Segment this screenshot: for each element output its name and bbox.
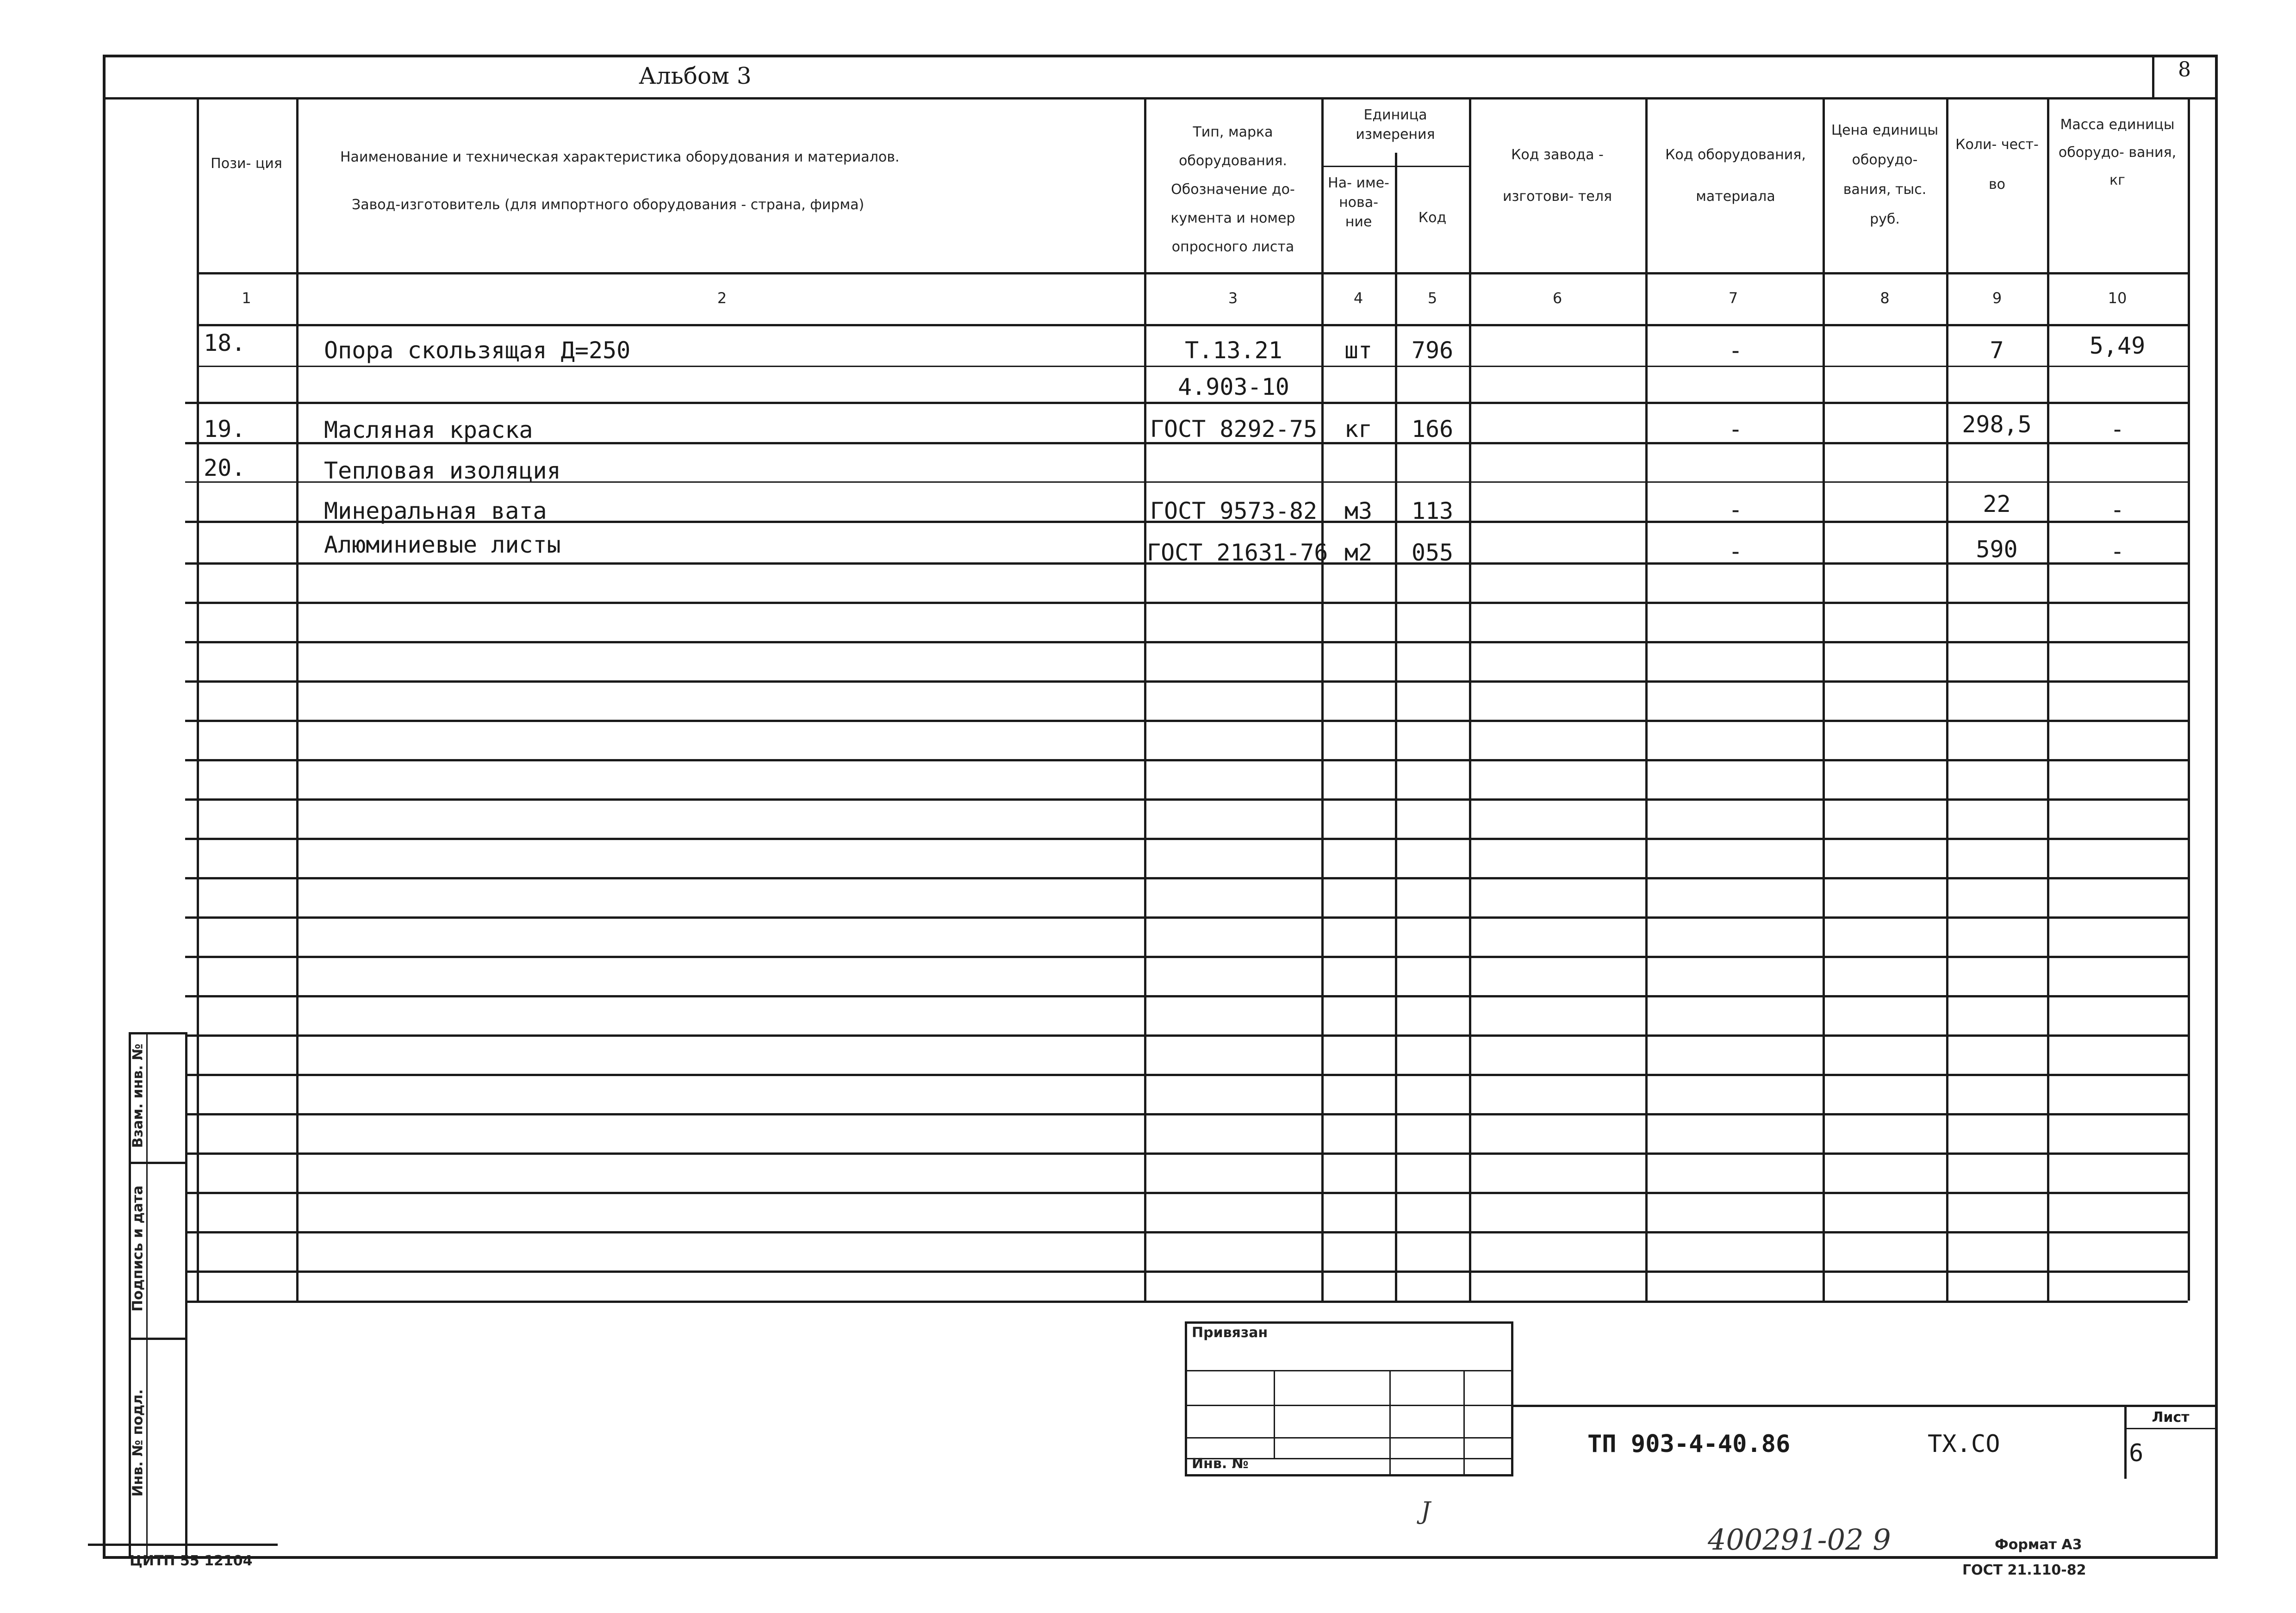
header-quantity: Коли- чест- во — [1955, 137, 2039, 193]
table-row-qty: 22 — [1983, 491, 2011, 517]
header-unit-mass: Масса единицы оборудо- вания, кг — [2058, 117, 2177, 188]
row-line — [185, 680, 2188, 683]
table-row-qty: 298,5 — [1962, 411, 2032, 438]
table-row-mass: - — [2110, 538, 2125, 565]
sheet-corner-number: 8 — [2178, 58, 2191, 81]
linked-col-3 — [1463, 1370, 1465, 1476]
col-line-9 — [2047, 97, 2049, 1301]
drawing-frame — [103, 55, 2218, 1559]
corner-box-divider — [2152, 55, 2154, 99]
sheet-box-left — [2124, 1405, 2127, 1479]
doc-code: ТП 903-4-40.86 — [1587, 1430, 1791, 1458]
doc-mark: ТХ.СО — [1928, 1430, 2000, 1458]
col-line-10 — [2188, 97, 2190, 1301]
header-name-line1: Наименование и техническая характеристика оборудования и материалов. — [340, 149, 900, 165]
col-number-8: 8 — [1880, 289, 1890, 307]
table-row-eq-code: - — [1728, 337, 1743, 364]
table-row-name: Алюминиевые листы — [324, 531, 561, 558]
table-row-mass: - — [2110, 496, 2125, 523]
table-row-mass: - — [2110, 416, 2125, 442]
sheet-number: 6 — [2129, 1439, 2144, 1467]
table-row-pos: 18. — [204, 330, 246, 356]
row-line — [185, 641, 2188, 643]
linked-col-1 — [1274, 1370, 1275, 1458]
table-row-name: Масляная краска — [324, 417, 533, 443]
table-row-pos: 19. — [204, 416, 246, 442]
col-number-7: 7 — [1728, 289, 1738, 307]
footer-mark-j: J — [1421, 1497, 1431, 1525]
stamp-inner-line — [185, 1032, 187, 1559]
header-position: Пози- ция — [211, 156, 282, 172]
header-unit-group: Единица измерения — [1356, 107, 1435, 143]
col-line-0 — [197, 97, 199, 1301]
row-line — [185, 956, 2188, 958]
col-line-3 — [1321, 97, 1324, 1301]
stamp-col-line — [146, 1032, 148, 1559]
table-row-unit: м2 — [1344, 539, 1373, 566]
row-line — [185, 602, 2188, 604]
row-line — [197, 366, 2188, 367]
footer-handwritten: 400291-02 9 — [1708, 1523, 1891, 1557]
table-row-type: ГОСТ 9573-82 — [1150, 498, 1318, 524]
header-factory-code: Код завода - изготови- теля — [1502, 147, 1612, 205]
table-row-qty: 7 — [1990, 337, 2004, 364]
sheet-box-divider — [2124, 1428, 2218, 1429]
col-line-4 — [1395, 153, 1397, 1301]
footer-left-text: ЦИТП 55 12104 — [130, 1553, 253, 1569]
row-line — [185, 995, 2188, 997]
table-row-eq-code: - — [1728, 496, 1743, 523]
stamp-inv-subst: Взам. инв. № — [130, 1043, 146, 1148]
col-number-9: 9 — [1992, 289, 2002, 307]
row-line — [185, 877, 2188, 879]
footer-left-line — [88, 1544, 278, 1546]
table-row-name: Опора скользящая Д=250 — [324, 337, 631, 364]
row-line — [185, 1270, 2188, 1273]
table-row-unit: м3 — [1344, 498, 1373, 524]
row-line — [185, 720, 2188, 722]
col-line-2 — [1144, 97, 1146, 1301]
header-unit-price: Цена единицы оборудо- вания, тыс. руб. — [1831, 122, 1939, 227]
sheet-label: Лист — [2152, 1409, 2190, 1426]
row-line — [185, 798, 2188, 801]
linked-label: Привязан — [1192, 1325, 1268, 1341]
table-row-name: Минеральная вата — [324, 498, 547, 524]
col-number-5: 5 — [1427, 289, 1437, 307]
col-number-10: 10 — [2108, 289, 2127, 307]
header-type-mark: Тип, марка оборудования. Обозначение до- кумента и номер опросного листа — [1170, 124, 1295, 255]
header-unit-name: На- име- нова- ние — [1328, 175, 1389, 230]
row-line — [185, 1113, 2188, 1115]
col-number-6: 6 — [1552, 289, 1562, 307]
table-row-qty: 590 — [1976, 536, 2018, 563]
table-row-code: 113 — [1411, 498, 1454, 524]
table-row-pos: 20. — [204, 455, 246, 481]
doc-code-top-line — [1511, 1405, 2218, 1407]
header-bottom-line — [197, 272, 2188, 274]
col-line-6 — [1645, 97, 1648, 1301]
table-row-eq-code: - — [1728, 416, 1743, 442]
stamp-inv-orig: Инв. № подл. — [130, 1389, 146, 1497]
header-equipment-code: Код оборудования, материала — [1665, 147, 1806, 205]
table-row-type: Т.13.21 — [1185, 337, 1282, 364]
col-line-1 — [296, 97, 299, 1301]
table-row-unit: кг — [1344, 416, 1373, 442]
linked-col-2 — [1389, 1370, 1391, 1476]
row-line — [185, 1192, 2188, 1194]
inv-no-label: Инв. № — [1192, 1456, 1249, 1472]
table-row-unit: шт — [1344, 337, 1373, 364]
col-number-1: 1 — [242, 289, 251, 307]
footer-format: Формат А3 — [1995, 1537, 2082, 1553]
table-row-mass: 5,49 — [2089, 332, 2146, 359]
table-bottom-line — [185, 1301, 2188, 1303]
numbers-bottom-line — [197, 324, 2188, 326]
row-line — [185, 1074, 2188, 1076]
col-number-4: 4 — [1353, 289, 1363, 307]
table-row-name: Тепловая изоляция — [324, 457, 561, 484]
col-line-5 — [1469, 97, 1471, 1301]
table-row-code: 796 — [1411, 337, 1454, 364]
unit-group-divider — [1321, 166, 1469, 167]
table-row-code: 166 — [1411, 416, 1454, 442]
header-unit-code: Код — [1418, 210, 1447, 226]
header-name-line2: Завод-изготовитель (для импортного оборудования - страна, фирма) — [352, 197, 865, 213]
table-row-type: 4.903-10 — [1178, 374, 1289, 400]
album-title: Альбом 3 — [639, 62, 752, 89]
footer-standard: ГОСТ 21.110-82 — [1962, 1562, 2086, 1578]
row-line — [185, 1231, 2188, 1233]
table-row-type: ГОСТ 8292-75 — [1150, 416, 1318, 442]
row-line — [185, 402, 2188, 404]
row-line — [185, 1034, 2188, 1037]
stamp-sign-date: Подпись и дата — [130, 1185, 146, 1312]
row-line — [185, 838, 2188, 840]
row-line — [185, 759, 2188, 761]
table-top-line — [103, 97, 2218, 100]
col-number-2: 2 — [717, 289, 727, 307]
col-line-8 — [1946, 97, 1948, 1301]
table-row-type: ГОСТ 21631-76 — [1147, 539, 1328, 566]
table-row-code: 055 — [1411, 539, 1454, 566]
col-line-7 — [1823, 97, 1825, 1301]
row-line — [185, 916, 2188, 919]
table-row-eq-code: - — [1728, 538, 1743, 565]
col-number-3: 3 — [1228, 289, 1238, 307]
row-line — [185, 1152, 2188, 1155]
